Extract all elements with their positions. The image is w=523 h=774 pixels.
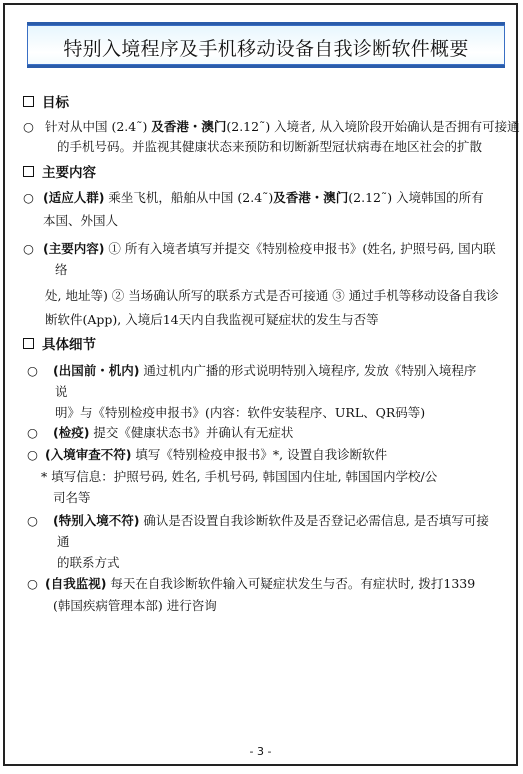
main-item2-bullet: ○	[23, 241, 34, 256]
detail2-line-1: (检疫) 提交《健康状态书》并确认有无症状	[53, 425, 294, 440]
detail5-line-2: (韩国疾病管理本部) 进行咨询	[53, 598, 217, 613]
detail1-tag: (出国前・机内)	[53, 363, 140, 378]
detail5-tag: (自我监视)	[45, 576, 107, 591]
detail3-note-line-2: 司名等	[53, 490, 91, 505]
page-title: 特别入境程序及手机移动设备自我诊断软件概要	[63, 38, 469, 60]
detail1-line-2: 说	[55, 384, 68, 399]
detail1-line-3: 明》与《特别检疫申报书》(内容：软件安装程序、URL、QR码等)	[55, 405, 426, 420]
page-number: - 3 -	[249, 745, 272, 758]
document-page	[3, 3, 518, 766]
goal-text-line-2: 的手机号码。并监视其健康状态来预防和切断新型冠状病毒在地区社会的扩散	[57, 139, 483, 154]
section-heading-main: 主要内容	[23, 165, 96, 182]
checkbox-square-icon	[23, 338, 34, 349]
detail2-tag: (检疫)	[53, 425, 90, 440]
main-item2-line-2: 络	[55, 262, 68, 277]
main-item1-line-1: (适应人群) 乘坐飞机，船舶从中国 (2.4˜)及香港・澳门(2.12˜) 入境韩国的所有	[43, 190, 484, 205]
detail5-line-1: (自我监视) 每天在自我诊断软件输入可疑症状发生与否。有症状时, 拨打1339	[45, 576, 476, 591]
main-item2-line-4: 断软件(App), 入境后14天内自我监视可疑症状的发生与否等	[45, 312, 379, 327]
detail3-note-line-1: * 填写信息：护照号码, 姓名, 手机号码, 韩国国内住址, 韩国国内学校/公	[41, 469, 438, 484]
main-item1-bullet: ○	[23, 190, 34, 205]
title-banner	[27, 25, 505, 65]
detail4-line-1: (特别入境不符) 确认是否设置自我诊断软件及是否登记必需信息, 是否填写可接	[53, 513, 489, 528]
detail3-bullet: ○	[27, 447, 38, 462]
checkbox-square-icon	[23, 166, 34, 177]
detail3-line-1: (入境审查不符) 填写《特别检疫申报书》*, 设置自我诊断软件	[45, 447, 388, 462]
detail4-line-2: 通	[57, 534, 70, 549]
detail4-line-3: 的联系方式	[57, 555, 120, 570]
detail4-tag: (特别入境不符)	[53, 513, 140, 528]
section-heading-detail: 具体细节	[23, 337, 96, 354]
section-heading-goal: 目标	[23, 95, 69, 112]
goal-bullet: ○	[23, 119, 34, 134]
goal-highlight: 及香港・澳门	[151, 119, 227, 134]
main-item1-line-2: 本国、外国人	[43, 213, 119, 228]
main-item2-line-3: 处, 地址等) ② 当场确认所写的联系方式是否可接通 ③ 通过手机等移动设备自我诊	[45, 288, 499, 303]
detail4-bullet: ○	[27, 513, 38, 528]
detail1-bullet: ○	[27, 363, 38, 378]
main-item2-line-1: (主要内容) ① 所有入境者填写并提交《特别检疫申报书》(姓名, 护照号码, 国内联	[43, 241, 496, 256]
checkbox-square-icon	[23, 96, 34, 107]
main-item2-tag: (主要内容)	[43, 241, 105, 256]
detail1-line-1: (出国前・机内) 通过机内广播的形式说明特别入境程序, 发放《特别入境程序	[53, 363, 477, 378]
detail5-bullet: ○	[27, 576, 38, 591]
goal-text-line-1: 针对从中国 (2.4˜) 及香港・澳门(2.12˜) 入境者, 从入境阶段开始确认是否拥有可接通	[45, 119, 520, 134]
detail3-tag: (入境审查不符)	[45, 447, 132, 462]
detail2-bullet: ○	[27, 425, 38, 440]
main-item1-tag: (适应人群)	[43, 190, 105, 205]
